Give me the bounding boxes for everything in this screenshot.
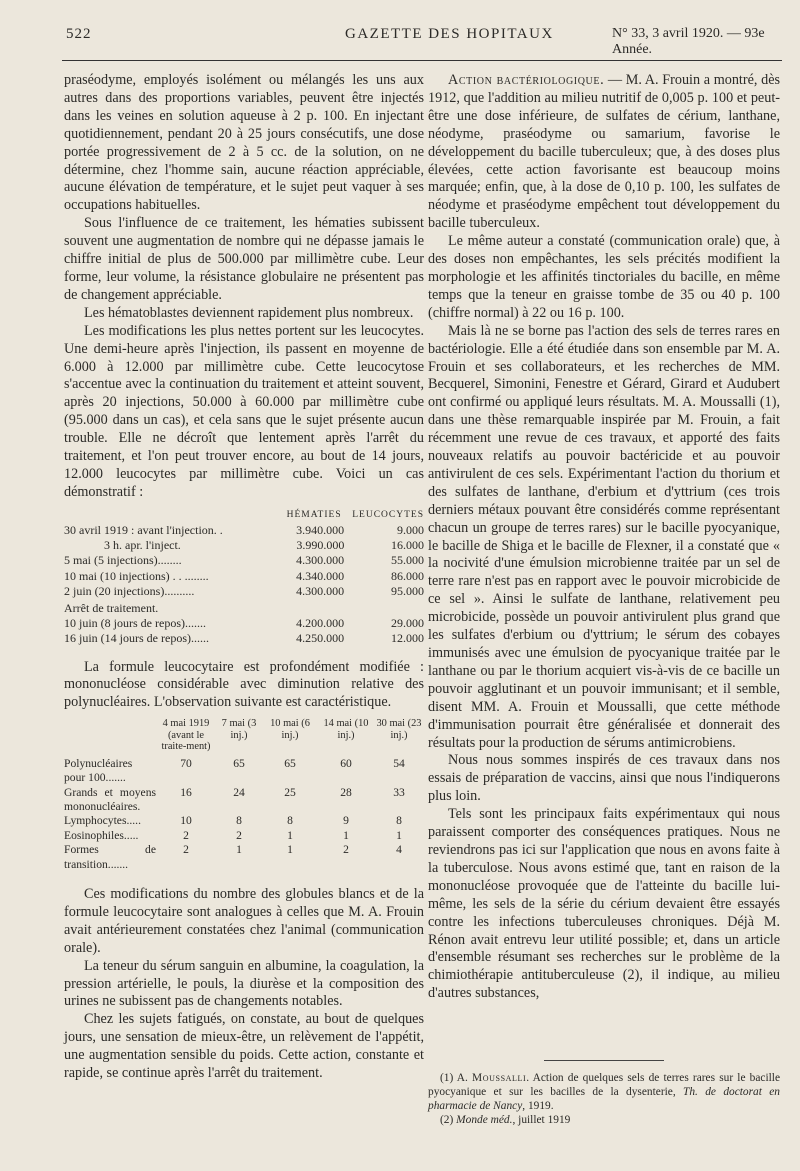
row-label: Polynucléaires pour 100....... [64, 756, 133, 785]
table-cell: 1 [396, 828, 402, 842]
table-cell: 8 [287, 814, 293, 828]
paragraph: La teneur du sérum sanguin en albumine, la coagulation, la pression artérielle, le pouls, la diurèse et la composition des urines ne subissent pas de changements notables. [64, 957, 424, 1010]
cell-hematies: 3.940.000 [296, 522, 345, 537]
cell-hematies: 4.200.000 [296, 616, 345, 631]
cell-leucocytes: 9.000 [397, 522, 424, 537]
paragraph: La formule leucocytaire est profondément modifiée : mononucléose considérable avec diminution relative des polynucléaires. L'observation suivante est caractéristique. [64, 658, 424, 711]
cell-leucocytes: 12.000 [391, 631, 424, 646]
table-cell: 24 [233, 785, 245, 799]
cell-leucocytes: 95.000 [391, 583, 424, 598]
table-cell: 2 [183, 828, 189, 842]
footnote-author: Moussalli [472, 1072, 527, 1084]
cell-hematies: 4.250.000 [296, 631, 345, 646]
paragraph: Tels sont les principaux faits expérimentaux qui nous paraissent comporter des conséquences pratiques. Nous ne reviendrons pas ici sur l'application que nous en avons faite à la tuberculose. Nous avons estimé que, tant en raison de la mononucléose provoquée que de l'atteinte du bacille lui-même, les sels de la série du cérium devaient être essayés contre les infections tuberculeuses chroniques. Déjà M. Rénon avait entrevu leur utilité possible; et, dans un article d'ensemble résumant ses recherches sur le problème de la chimiothérapie antituberculeuse (2), il indique, au milieu d'autres substances, [428, 806, 780, 1002]
table-cell: 1 [236, 843, 242, 857]
page-number: 522 [66, 26, 92, 42]
table-header [64, 508, 424, 523]
table-subheading [64, 601, 424, 616]
cell-hematies: 4.300.000 [296, 583, 345, 598]
paragraph: Chez les sujets fatigués, on constate, au bout de quelques jours, une sensation de mieux-être, un relèvement de l'appétit, une augmentation sensible du poids. Cette action, constante et rapide, se continue après l'arrêt du traitement. [64, 1011, 424, 1082]
leucocyte-formula-table [64, 718, 424, 872]
paragraph-text: — M. A. Frouin a montré, dès 1912, que l'addition au milieu nutritif de 0,005 p. 100 et peut-être une dose inférieure, de sulfates de cérium, lanthane, néodyme, praséodyme ou samarium, favorise le développement du bacille tuberculeux; que, à des doses plus élevées, cette action favorisante est beaucoup moins marquée; enfin, que, à la dose de 0,10 p. 100, les sulfates de néodyme et praséodyme empêchent tout développement du bacille tuberculeux. [428, 72, 781, 232]
table-cell: 25 [284, 785, 296, 799]
row-label: Eosinophiles..... [64, 828, 139, 842]
table-cell: 28 [340, 785, 352, 799]
blood-count-table [64, 508, 424, 647]
column-header: 4 mai 1919 (avant le traite-ment) [161, 718, 211, 753]
footnotes [428, 1060, 780, 1127]
running-title: GAZETTE DES HOPITAUX [345, 26, 554, 42]
footnote-2: (2) Monde méd., juillet 1919 [440, 1114, 571, 1126]
table-cell: 70 [180, 756, 192, 770]
table-cell: 4 [396, 843, 402, 857]
row-label: Formes de transition....... [64, 843, 156, 871]
table-cell: 9 [343, 814, 349, 828]
row-label: 10 mai (10 injections) . . ........ [64, 568, 209, 583]
table-cell: 65 [233, 756, 245, 770]
table-cell: 2 [236, 828, 242, 842]
table-header [64, 718, 424, 753]
cell-hematies: 4.300.000 [296, 553, 345, 568]
table-row [64, 829, 424, 843]
paragraph: Le même auteur a constaté (communication orale) que, à des doses non empêchantes, les sels précités modifient la morphologie et les affinités tinctoriales du bacille, en même temps que la teneur en graisse tombe de 35 ou 40 p. 100 (chiffre normal) à 22 ou 16 p. 100. [428, 233, 780, 321]
paragraph: Ces modifications du nombre des globules blancs et de la formule leucocytaire sont analogues à celles que M. A. Frouin avait antérieurement constatées chez l'animal (communication orale). [64, 886, 424, 956]
left-column [64, 72, 424, 1083]
table-row [64, 843, 424, 872]
row-label: Grands et moyens mononucléaires. [64, 785, 156, 814]
column-header: LEUCOCYTES [352, 509, 424, 520]
table-cell: 65 [284, 756, 296, 770]
table-cell: 16 [180, 785, 192, 799]
cell-leucocytes: 86.000 [391, 568, 424, 583]
paragraph: Mais là ne se borne pas l'action des sels de terres rares en bactériologie. Elle a été étudiée dans son ensemble par M. A. Frouin et ses collaborateurs, et les recherches de MM. Becquerel, Simonini, Fenestre et Gérard, Girard et Audubert ont confirmé ou appliqué leurs résultats. M. A. Moussalli (1), dans une thèse remarquable inspirée par M. Frouin, a fait récemment une revue de ces travaux, et apporté des faits nouveaux relatifs au pouvoir bactéricide et au pouvoir antivirulent de ces sels. Expérimentant l'action du thorium et des sulfates de lanthane, d'erbium et d'yttrium (ces trois derniers métaux pouvant être considérés comme représentant chacun un groupe de terres rares) sur le bacille pyocyanique, le bacille de Shiga et le bacille de Flexner, il a constaté que « la nocivité d'une émulsion microbienne traitée par un sel de terre rare n'est pas en rapport avec le pouvoir microbicide de ce sel ». Ainsi le sulfate de lanthane, relativement peu microbicide, possède un pouvoir antivirulent plus grand que les sulfates d'erbium ou d'yttrium; le sérum des cobayes immunisés avec une émulsion de pyocyanique traitée par le lanthane ou par le thorium acquiert vis-à-vis de ce bacille un pouvoir agglutinant et un pouvoir immunisant; et il semble, disent MM. A. Frouin et Moussalli, que cette méthode d'immunisation pourrait être généralisée et donnerait des résultats pour la production de sérums antimicrobiens. [428, 322, 780, 751]
row-label: Lymphocytes..... [64, 814, 141, 828]
paragraph: praséodyme, employés isolément ou mélangés les uns aux autres dans des proportions variables, peuvent être injectés dans les veines en solution aqueuse à 2 p. 100. En injectant quotidiennement, pendant 20 à 25 jours consécutifs, une dose portée progressivement de 2 à 5 cc. de la solution, on ne détermine, chez l'homme sain, aucune réaction appréciable, aucune élévation de température, et le sujet peut vaquer à ses occupations habituelles. [64, 72, 424, 214]
column-header: 10 mai (6 inj.) [270, 718, 310, 741]
page-header [0, 26, 800, 57]
paragraph: Nous nous sommes inspirés de ces travaux dans nos essais de préparation de vaccins, ainsi que nous l'indiquerons plus loin. [428, 752, 780, 805]
table-row [64, 616, 424, 631]
table-cell: 2 [343, 843, 349, 857]
column-header: 30 mai (23 inj.) [376, 718, 422, 741]
cell-leucocytes: 16.000 [391, 538, 424, 553]
issue-info: N° 33, 3 avril 1920. — 93e Année. [612, 26, 765, 57]
cell-hematies: 3.990.000 [296, 538, 345, 553]
row-label: 30 avril 1919 : avant l'injection. . [64, 522, 223, 537]
table-cell: 1 [287, 828, 293, 842]
table-cell: 1 [287, 843, 293, 857]
paragraph [428, 72, 780, 233]
table-row [64, 523, 424, 538]
paragraph: Les modifications les plus nettes portent sur les leucocytes. Une demi-heure après l'injection, ils passent en moyenne de 6.000 à 12.000 par millimètre cube. Cette leucocytose s'accentue avec la continuation du traitement et atteint souvent, après 20 injections, 50.000 à 60.000 par millimètre cube (95.000 dans un cas), et cela sans que le sujet présente aucun trouble. Elle ne décroît que lentement après l'arrêt du traitement, et l'on peut trouver encore, au bout de 14 jours, 12.000 leucocytes par millimètre cube. Voici un cas démonstratif : [64, 322, 424, 500]
paragraph: Sous l'influence de ce traitement, les hématies subissent souvent une augmentation de nombre qui ne dépasse jamais le chiffre initial de plus de 500.000 par millimètre cube. Leur forme, leur volume, la résistance globulaire ne présentent pas de changement appréciable. [64, 215, 424, 303]
table-row [64, 757, 424, 786]
table-row [64, 538, 424, 553]
footnote-1: (1) A. Moussalli. Action de quelques sels de terres rares sur le bacille pyocyanique et sur les bacilles de la dysenterie, Th. de doctorat en pharmacie de Nancy, 1919. [428, 1072, 781, 1112]
cell-leucocytes: 29.000 [391, 616, 424, 631]
table-cell: 8 [236, 814, 242, 828]
row-label: 2 juin (20 injections).......... [64, 583, 195, 598]
subheading-label: Arrêt de traitement. [64, 600, 159, 615]
row-label: 16 juin (14 jours de repos)...... [64, 631, 209, 646]
right-column [428, 72, 780, 1003]
table-cell: 10 [180, 814, 192, 828]
row-label: 5 mai (5 injections)........ [64, 553, 182, 568]
section-heading: Action bactériologique. [448, 72, 605, 88]
table-row [64, 569, 424, 584]
table-cell: 1 [343, 828, 349, 842]
cell-leucocytes: 55.000 [391, 553, 424, 568]
table-cell: 2 [183, 843, 189, 857]
table-cell: 8 [396, 814, 402, 828]
table-cell: 54 [393, 756, 405, 770]
column-header: HÉMATIES [286, 509, 342, 520]
table-row [64, 631, 424, 646]
header-rule [62, 60, 782, 61]
paragraph: Les hématoblastes deviennent rapidement plus nombreux. [84, 304, 414, 321]
table-row [64, 814, 424, 828]
table-row [64, 553, 424, 568]
column-header: 7 mai (3 inj.) [221, 718, 257, 741]
table-cell: 60 [340, 756, 352, 770]
table-cell: 33 [393, 785, 405, 799]
row-label: 10 juin (8 jours de repos)....... [64, 616, 206, 631]
column-header: 14 mai (10 inj.) [323, 718, 369, 741]
footnote-rule [544, 1060, 664, 1061]
table-row [64, 786, 424, 815]
table-row [64, 584, 424, 599]
row-label: 3 h. apr. l'inject. [104, 538, 181, 553]
cell-hematies: 4.340.000 [296, 568, 345, 583]
